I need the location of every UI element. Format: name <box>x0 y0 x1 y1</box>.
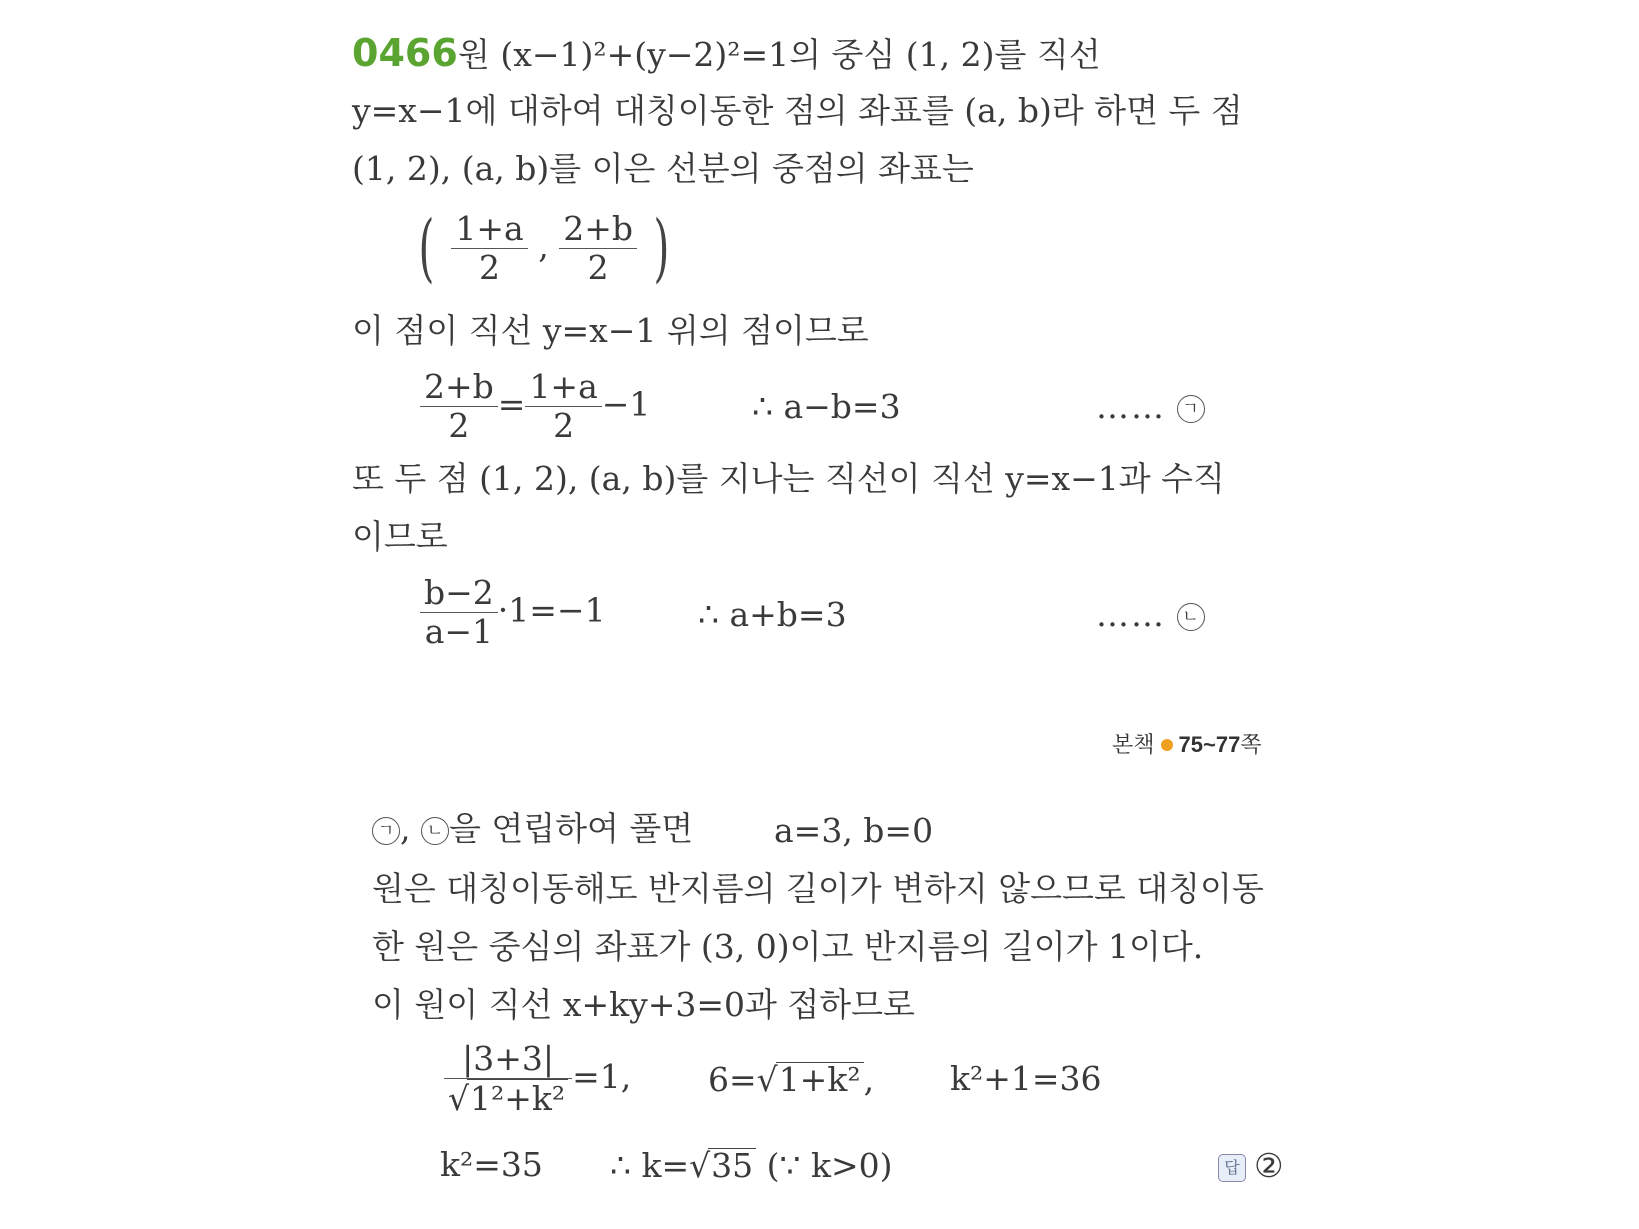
eq4-right <box>610 1146 893 1185</box>
eq4-radicand: 35 <box>708 1148 756 1182</box>
answer-label-icon: 답 <box>1218 1154 1246 1182</box>
mid-numerator-2: 2+b <box>559 210 637 249</box>
continuation-line-2: 원은 대칭이동해도 반지름의 길이가 변하지 않으므로 대칭이동 <box>372 869 1264 908</box>
problem-line-5: 또 두 점 (1, 2), (a, b)를 지나는 직선이 직선 y=x−1과 수직 <box>352 459 1225 498</box>
equation-2 <box>420 574 606 651</box>
sqrt-icon: √ <box>448 1078 470 1118</box>
circled-label-icon: ㄱ <box>1177 395 1205 423</box>
eq3-radicand: 1²+k² <box>467 1079 568 1118</box>
continuation-line-4: 이 원이 직선 x+ky+3=0과 접하므로 <box>372 985 915 1024</box>
eq1-denominator-2: 2 <box>553 405 575 445</box>
eq2-marker <box>1096 595 1205 634</box>
eq3-mid-radicand: 1+k² <box>776 1062 864 1096</box>
continuation-line-1 <box>372 809 694 848</box>
dot-icon <box>1161 739 1173 751</box>
eq2-tail: ·1=−1 <box>497 590 606 630</box>
equation-3 <box>444 1040 631 1118</box>
eq1-numerator-2: 1+a <box>525 368 601 407</box>
eq3-denominator <box>444 1079 572 1118</box>
problem-line-2: y=x−1에 대하여 대칭이동한 점의 좌표를 (a, b)라 하면 두 점 <box>352 91 1243 130</box>
eq2-result: ∴ a+b=3 <box>698 595 847 634</box>
midpoint-expression: ( $\frac{1+a}{2}$ , $\frac{2+b}{2}$ ) <box>418 205 670 292</box>
circled-label-icon: ㄴ <box>1177 603 1205 631</box>
eq1-tail: −1 <box>601 384 651 424</box>
mid-denominator-1: 2 <box>479 247 501 287</box>
eq2-numerator: b−2 <box>420 574 498 613</box>
eq1-numerator-1: 2+b <box>420 368 498 407</box>
problem-line-1: 원 (x−1)²+(y−2)²=1의 중심 (1, 2)를 직선 <box>458 35 1101 74</box>
eq3-numerator: |3+3| <box>444 1040 572 1079</box>
answer <box>1218 1146 1284 1185</box>
eq1-denominator-1: 2 <box>448 405 470 445</box>
circled-label-icon: ㄴ <box>421 817 449 845</box>
eq4-mid: ∴ k= <box>610 1146 690 1185</box>
eq2-dots: …… <box>1096 595 1166 634</box>
page-ref-suffix: 쪽 <box>1240 732 1262 757</box>
eq4-note: (∵ k>0) <box>766 1146 893 1185</box>
sqrt-icon: √ <box>689 1146 711 1185</box>
problem-line-4: 이 점이 직선 y=x−1 위의 점이므로 <box>352 311 869 350</box>
eq3-middle <box>708 1060 875 1099</box>
page-reference <box>1112 728 1262 759</box>
problem-line-6: 이므로 <box>352 517 448 556</box>
eq1-dots: …… <box>1096 387 1166 426</box>
equation-1 <box>420 368 650 445</box>
eq3-right: k²+1=36 <box>950 1059 1102 1098</box>
eq2-denominator: a−1 <box>424 611 494 651</box>
mid-denominator-2: 2 <box>587 247 609 287</box>
eq1-result: ∴ a−b=3 <box>752 387 901 426</box>
eq1-equals: = <box>497 384 526 424</box>
eq1-marker <box>1096 387 1205 426</box>
cont-line1-text: 을 연립하여 풀면 <box>449 809 694 848</box>
circled-label-icon: ㄱ <box>372 817 400 845</box>
cont-line1-result: a=3, b=0 <box>774 811 934 850</box>
answer-value: ② <box>1254 1146 1284 1185</box>
mid-numerator-1: 1+a <box>451 210 527 249</box>
problem-line-3: (1, 2), (a, b)를 이은 선분의 중점의 좌표는 <box>352 149 974 188</box>
eq3-mid-right: , <box>863 1060 875 1099</box>
page-ref-pages: 75~77 <box>1178 732 1241 757</box>
eq3-mid-left: 6= <box>708 1060 757 1099</box>
continuation-line-3: 한 원은 중심의 좌표가 (3, 0)이고 반지름의 길이가 1이다. <box>372 927 1204 966</box>
mid-separator: , <box>538 226 549 266</box>
eq3-tail: =1, <box>572 1056 632 1096</box>
sqrt-icon: √ <box>756 1060 778 1099</box>
eq4-left: k²=35 <box>440 1145 543 1184</box>
problem-number: 0466 <box>352 31 458 75</box>
cont-comma: , <box>400 809 411 848</box>
page-ref-label: 본책 <box>1112 732 1155 757</box>
